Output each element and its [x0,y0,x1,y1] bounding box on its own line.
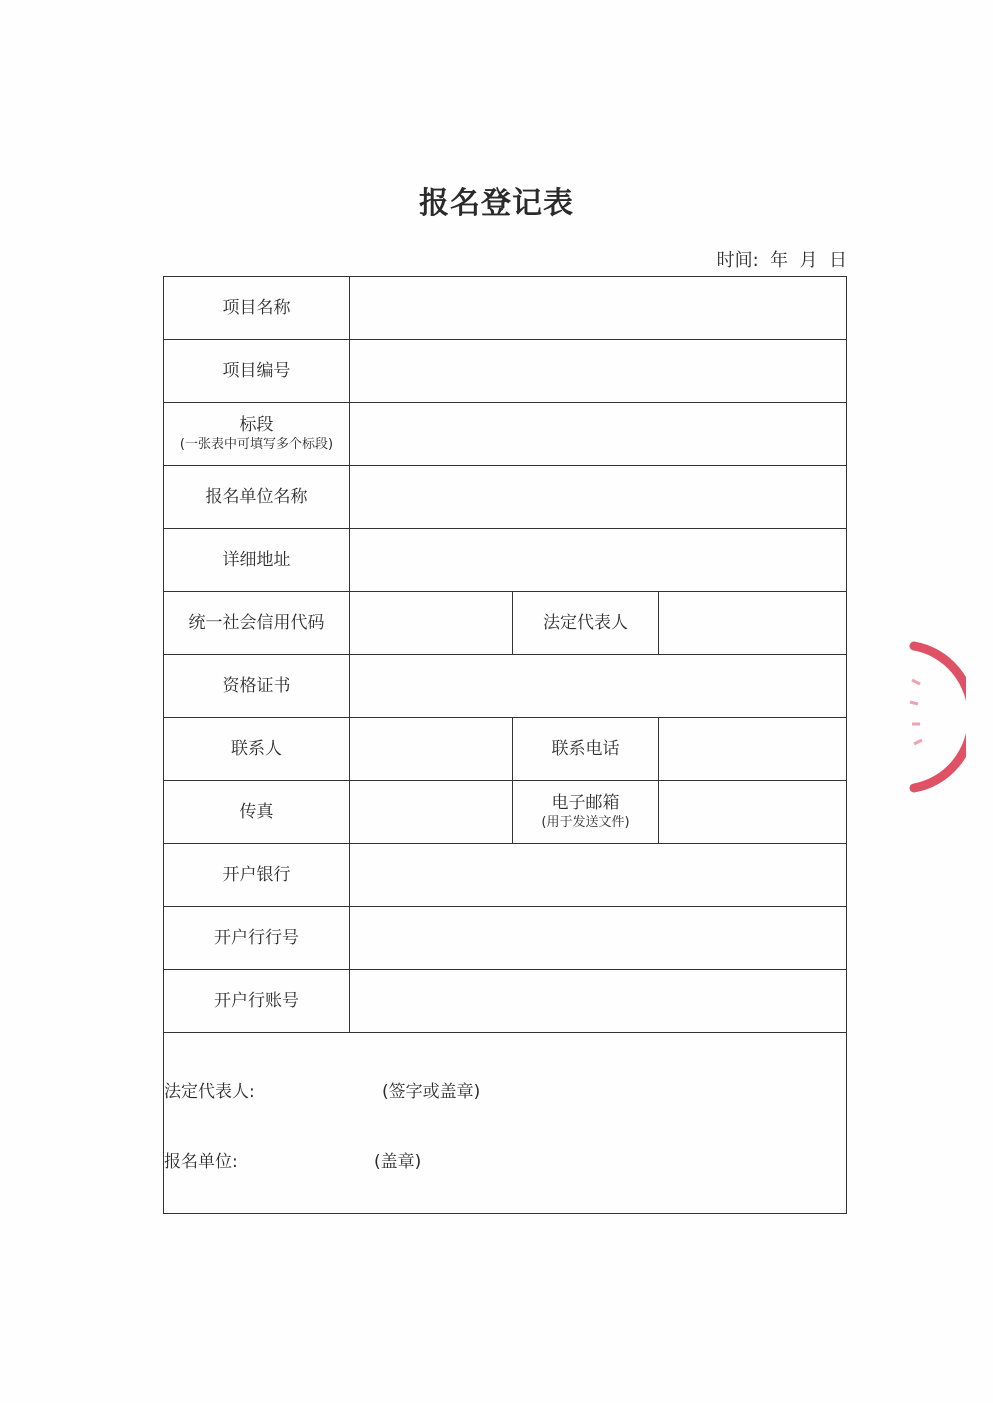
project-name-field[interactable] [350,277,847,340]
row-section [164,403,847,466]
section-label-main: 标段 [239,415,274,435]
company-seal-label: 报名单位: [164,1152,238,1172]
row-certificate [164,655,847,718]
bank-label: 开户银行 [164,844,350,907]
section-field[interactable] [350,403,847,466]
row-bank-account [164,970,847,1033]
registration-form-table [163,276,847,1214]
row-project-number [164,340,847,403]
project-number-field[interactable] [350,340,847,403]
certificate-field[interactable] [350,655,847,718]
document-title: 报名登记表 [419,186,574,221]
address-field[interactable] [350,529,847,592]
company-seal-hint: (盖章) [374,1152,422,1172]
bank-account-label: 开户行账号 [164,970,350,1033]
fax-field[interactable] [350,781,513,844]
company-seal-line [164,1147,422,1172]
contact-field[interactable] [350,718,513,781]
row-bank [164,844,847,907]
legal-rep-label: 法定代表人 [513,592,659,655]
row-signature [164,1033,847,1214]
project-name-label: 项目名称 [164,277,350,340]
bank-account-field[interactable] [350,970,847,1033]
row-address [164,529,847,592]
address-label: 详细地址 [164,529,350,592]
row-bank-number [164,907,847,970]
credit-code-field[interactable] [350,592,513,655]
company-name-label: 报名单位名称 [164,466,350,529]
legal-rep-field[interactable] [659,592,847,655]
row-fax [164,781,847,844]
bank-number-field[interactable] [350,907,847,970]
bank-field[interactable] [350,844,847,907]
date-line: 时间: 年 月 日 [716,250,847,271]
legal-rep-signature-hint: (签字或盖章) [382,1082,481,1102]
email-label-note: (用于发送文件) [541,815,630,830]
row-contact [164,718,847,781]
company-name-field[interactable] [350,466,847,529]
legal-rep-signature-label: 法定代表人: [164,1082,255,1102]
email-label [513,781,659,844]
phone-label: 联系电话 [513,718,659,781]
row-project-name [164,277,847,340]
email-field[interactable] [659,781,847,844]
section-label-note: (一张表中可填写多个标段) [179,437,334,452]
email-label-main: 电子邮箱 [551,793,620,813]
phone-field[interactable] [659,718,847,781]
section-label [164,403,350,466]
red-seal-stamp [906,640,966,794]
legal-rep-signature-line [164,1077,481,1102]
row-credit-code [164,592,847,655]
signature-block [164,1033,847,1214]
credit-code-label: 统一社会信用代码 [164,592,350,655]
row-company-name [164,466,847,529]
certificate-label: 资格证书 [164,655,350,718]
bank-number-label: 开户行行号 [164,907,350,970]
project-number-label: 项目编号 [164,340,350,403]
contact-label: 联系人 [164,718,350,781]
fax-label: 传真 [164,781,350,844]
